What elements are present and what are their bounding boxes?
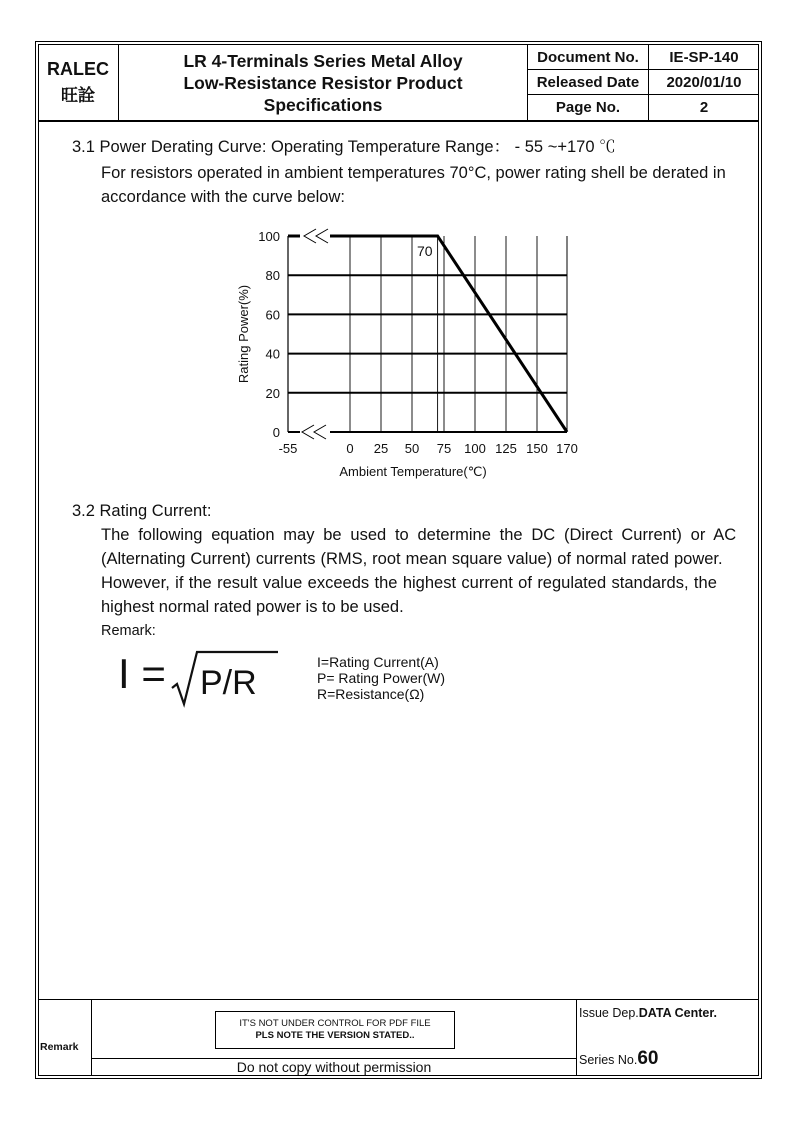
copy-notice: Do not copy without permission	[236, 1059, 432, 1075]
chart-grid	[288, 236, 567, 432]
legend-resistance: R=Resistance(Ω)	[317, 686, 425, 702]
issue-dep-label: Issue Dep.	[579, 1006, 639, 1020]
doc-no-label: Document No.	[537, 48, 639, 66]
issue-dep	[579, 1006, 717, 1020]
section-3-2-line3: However, if the result value exceeds the highest current of regulated standards, the	[101, 574, 717, 592]
series-no	[579, 1048, 659, 1070]
remark-label: Remark:	[101, 623, 156, 639]
section-3-2-line1: The following equation may be used to determine the DC (Direct Current) or AC	[101, 526, 737, 544]
x-tick-label: 100	[464, 441, 486, 456]
footer-divider-issue	[576, 999, 577, 1076]
x-tick-label: 25	[373, 441, 389, 456]
section-3-2-line2: (Alternating Current) currents (RMS, root mean square value) of normal rated power.	[101, 550, 723, 568]
page-no-label: Page No.	[555, 99, 621, 116]
y-tick-label: 80	[265, 268, 280, 284]
section-3-1-line2: accordance with the curve below:	[101, 188, 345, 206]
pdf-notice-box	[215, 1011, 455, 1049]
doc-no-value: IE-SP-140	[669, 48, 739, 66]
released-date-value: 2020/01/10	[666, 73, 742, 91]
x-tick-label: 125	[495, 441, 517, 456]
doc-title-line3: Specifications	[263, 94, 383, 115]
section-3-2-line4: highest normal rated power is to be used.	[101, 598, 404, 616]
pdf-notice-line2: PLS NOTE THE VERSION STATED..	[255, 1030, 415, 1041]
axis-break-bottom-1	[302, 425, 314, 439]
y-tick-label: 0	[272, 425, 280, 440]
formula-lhs: I =	[118, 650, 166, 697]
section-3-1-line1: For resistors operated in ambient temperatures 70°C, power rating shell be derated in	[101, 164, 726, 182]
brand-name-zh: 旺詮	[61, 85, 95, 106]
released-date-label: Released Date	[536, 73, 640, 91]
brand-name-en: RALEC	[47, 58, 109, 79]
y-axis-label: Rating Power(%)	[236, 284, 251, 384]
page-no-value: 2	[699, 99, 709, 116]
x-axis-label: Ambient Temperature(℃)	[339, 464, 487, 479]
x-tick-label: 150	[526, 441, 548, 456]
derating-curve-line	[330, 236, 567, 432]
series-no-label: Series No.	[579, 1053, 638, 1067]
footer-remark-label: Remark	[40, 1041, 79, 1053]
axis-break-top-2	[316, 229, 328, 243]
y-tick-label: 20	[265, 385, 280, 401]
chart-axes	[288, 229, 567, 439]
x-tick-label: 0	[346, 441, 354, 456]
section-3-2-heading: 3.2 Rating Current:	[72, 502, 212, 520]
issue-dep-value: DATA Center.	[638, 1006, 718, 1020]
y-tick-label: 60	[265, 307, 280, 323]
pdf-notice-line1: IT'S NOT UNDER CONTROL FOR PDF FILE	[239, 1018, 431, 1029]
x-tick-label: -55	[278, 441, 298, 456]
legend-power: P= Rating Power(W)	[317, 670, 445, 686]
section-3-1-heading: 3.1 Power Derating Curve: Operating Temperature Range： - 55 ~+170 ℃	[72, 138, 616, 156]
series-no-value: 60	[637, 1048, 659, 1069]
formula-radicand: P/R	[200, 664, 257, 702]
doc-title-line1: LR 4-Terminals Series Metal Alloy	[183, 50, 463, 71]
doc-title-line2: Low-Resistance Resistor Product	[183, 72, 463, 93]
chart-series	[288, 236, 567, 432]
legend-current: I=Rating Current(A)	[317, 654, 439, 670]
annotation-70: 70	[417, 243, 433, 259]
y-tick-label: 100	[258, 229, 280, 244]
footer-top-rule	[38, 999, 759, 1000]
y-tick-label: 40	[265, 346, 280, 362]
axis-break-top-1	[304, 229, 316, 243]
x-tick-label: 50	[404, 441, 420, 456]
axis-break-bottom-2	[314, 425, 326, 439]
x-tick-label: 75	[436, 441, 452, 456]
x-tick-label: 170	[556, 441, 578, 456]
